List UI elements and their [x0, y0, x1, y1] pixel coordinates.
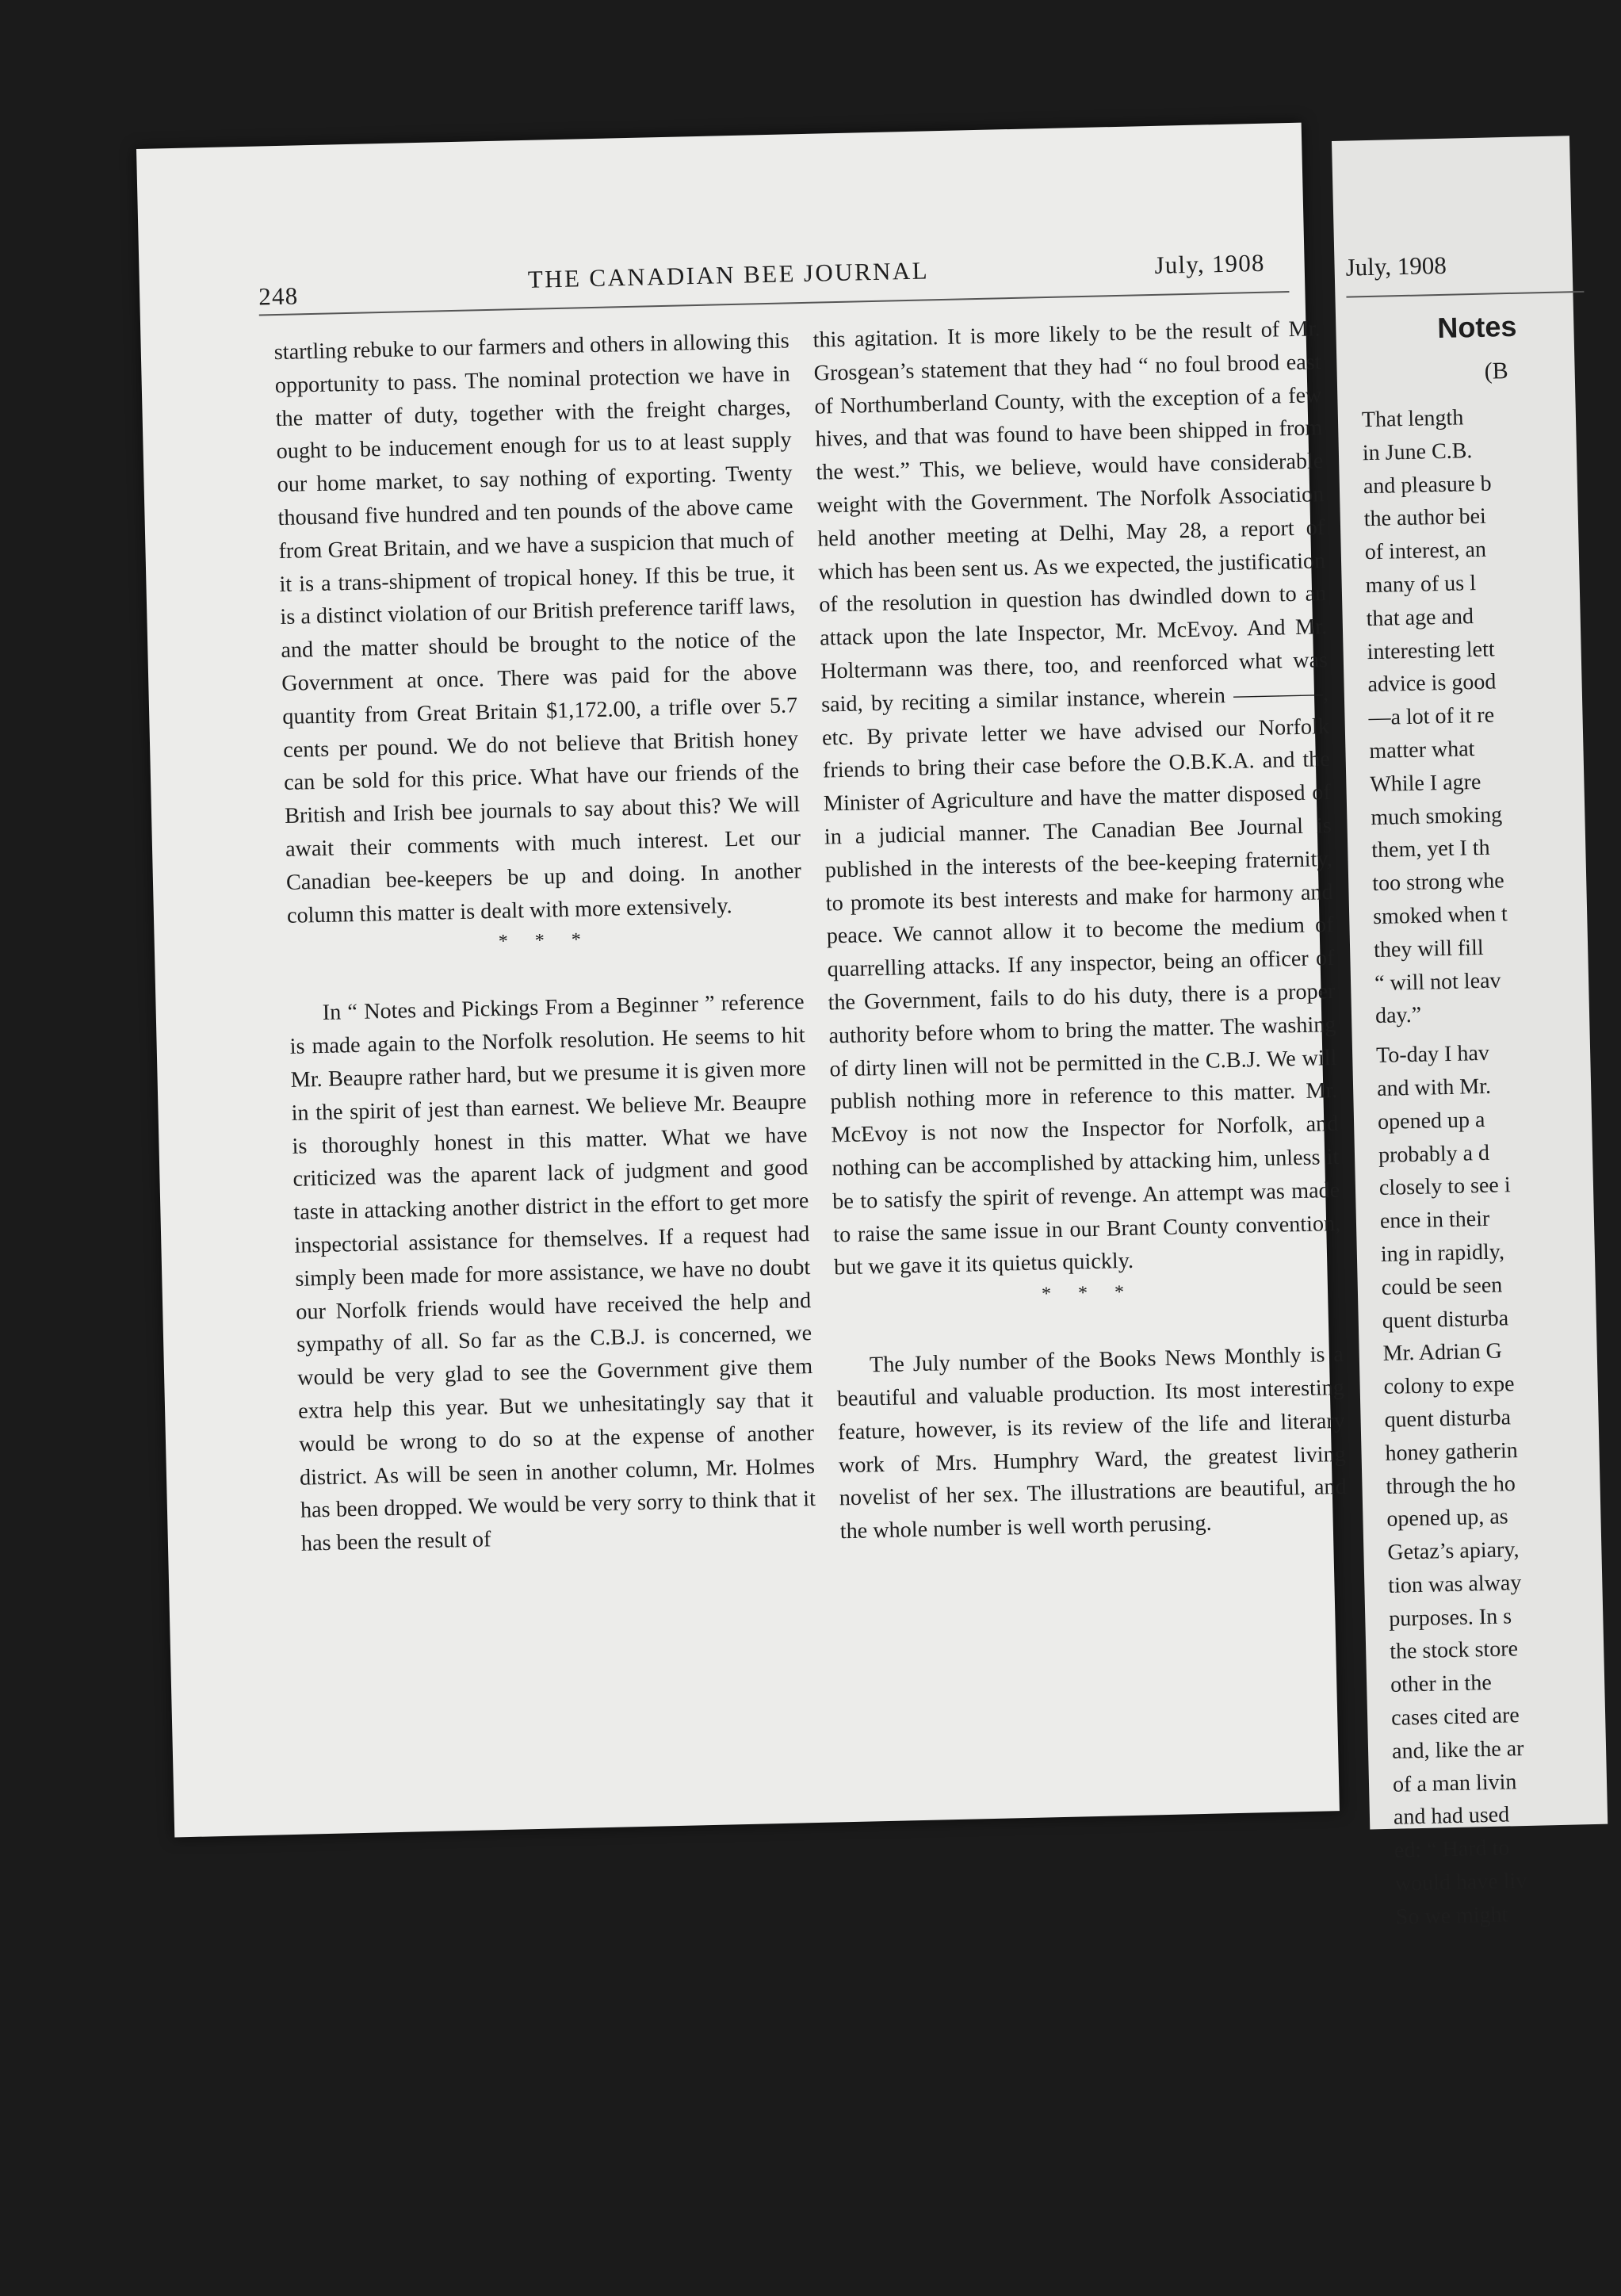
facing-page-line: While I agre: [1370, 769, 1481, 797]
facing-page-line: So we might: [1395, 1902, 1508, 1930]
issue-date: July, 1908: [1154, 248, 1266, 279]
facing-page-line: much smoking: [1371, 802, 1503, 830]
facing-page-line: closely to see i: [1378, 1173, 1511, 1201]
facing-page-line: matter what: [1369, 737, 1475, 764]
facing-page-line: That length: [1361, 405, 1464, 433]
right-paragraph-2: The July number of the Books News Monthly is a beautiful and valuable production. Its most interesting feature, however, is its review of the life and literary work of Mrs. Humphry Ward, the greatest living novelist of her sex. The illustrations are beautiful, and the whole number is well worth perusing.: [836, 1341, 1348, 1544]
facing-page-line: too strong whe: [1371, 868, 1505, 897]
facing-page-line: ed: “ Hard to: [1394, 1835, 1510, 1864]
facing-page: [1332, 136, 1608, 1930]
left-column: [273, 324, 816, 1560]
facing-page-line: of interest, an: [1364, 537, 1487, 565]
facing-page-line: purposes. In s: [1388, 1604, 1512, 1632]
facing-page-line: Mr. Adrian G: [1382, 1338, 1503, 1367]
right-paragraph-1: this agitation. It is more likely to be the result of Mr. Grosgean’s statement that they had “ no foul brood east of Northumberland County, with the exception of a few hives, and that was found to have been shipped in from the west.” This, we believe, would have considerable weight with the Government. The Norfolk Association held another meeting at Delhi, May 28, a report of which has been sent us. As we expected, the justification of the resolution in question has dwindled down to an attack upon the late Inspector, Mr. McEvoy. And Mr. Holtermann was there, too, and reenforced what was said, by reciting a similar instance, wherein ————, etc. By private letter we have advised our Norfolk friends to bring their case before the O.B.K.A. and the Minister of Agriculture and have the matter disposed of in a judicial manner. The Canadian Bee Journal is published in the interests of the bee-keeping fraternity, to promote its best interests and make for harmony and peace. We cannot allow it to become the medium of quarrelling attacks. If any inspector, being an officer of the Government, fails to do his duty, there is a proper authority before whom to bring the matter. The washing of dirty linen will not be permitted in the C.B.J. We will publish nothing more in reference to this matter. Mr. McEvoy is not now the Inspector for Norfolk, and nothing can be accomplished by attacking him, unless it be to satisfy the spirit of revenge. An attempt was made to raise the same issue in our Brant County convention, but we gave it its quietus quickly.: [812, 316, 1341, 1280]
facing-page-line: and pleasure b: [1363, 471, 1492, 499]
facing-page-line: “ will not leav: [1374, 967, 1501, 996]
facing-page-line: through the ho: [1386, 1471, 1516, 1499]
journal-page: [136, 123, 1348, 1838]
facing-page-line: many of us l: [1365, 571, 1477, 599]
facing-page-line: other in the: [1390, 1670, 1493, 1698]
section-separator: * * *: [498, 929, 593, 953]
facing-page-line: in June C.B.: [1362, 438, 1473, 466]
journal-title: THE CANADIAN BEE JOURNAL: [527, 256, 930, 293]
facing-page-line: they will fill: [1373, 935, 1484, 962]
facing-page-line: ence in their: [1379, 1206, 1490, 1234]
facing-page-line: To-day I hav: [1375, 1040, 1490, 1069]
facing-page-line: that age and: [1366, 603, 1474, 631]
facing-page-line: colony to expe: [1383, 1372, 1515, 1400]
facing-header-rule: [1346, 291, 1584, 298]
facing-page-line: probably a d: [1378, 1140, 1490, 1168]
running-header: [258, 248, 1298, 320]
facing-page-text: [1362, 399, 1603, 1934]
facing-page-line: opened up, as: [1386, 1504, 1508, 1533]
facing-page-line: opened up a: [1377, 1107, 1485, 1135]
facing-page-line: the author bei: [1363, 504, 1487, 532]
left-paragraph-1: startling rebuke to our farmers and others in allowing this opportunity to pass. The nominal protection we have in the matter of duty, together with the freight charges, ought to be inducement enough for us to at least supply our home market, to say nothing of exporting. Twenty thousand five hundred and ten pounds of the above came from Great Britain, and we have a suspicion that much of it is a trans-shipment of tropical honey. If this be true, it is a distinct violation of our British preference tariff laws, and the matter should be brought to the notice of the Government at once. There was paid for the above quantity from Great Britain $1,172.00, a trifle over 5.7 cents per pound. We do not believe that British honey can be sold for this price. What have our friends of the British and Irish bee journals to say about this? We will await their comments with much interest. Let our Canadian bee-keepers be up and doing. In another column this matter is dealt with more extensively.: [273, 328, 802, 928]
facing-page-line: and had used: [1393, 1802, 1510, 1831]
facing-page-line: quent disturba: [1382, 1305, 1509, 1334]
page-number: 248: [258, 281, 299, 311]
facing-page-line: Getaz’s apiary,: [1387, 1537, 1520, 1565]
facing-page-line: and, like the ar: [1391, 1735, 1524, 1764]
facing-page-line: interesting lett: [1367, 637, 1495, 664]
facing-page-line: could be seen: [1381, 1272, 1503, 1300]
facing-page-line: day.”: [1374, 1003, 1422, 1029]
facing-page-line: the stock store: [1389, 1636, 1519, 1665]
section-separator: * * *: [1041, 1281, 1136, 1305]
facing-page-line: tion was alway: [1388, 1570, 1522, 1598]
facing-page-line: quent disturba: [1384, 1405, 1512, 1433]
left-paragraph-2: In “ Notes and Pickings From a Beginner ” reference is made again to the Norfolk resolution. He seems to hit Mr. Beaupre rather hard, but we presume it is given more in the spirit of jest than earnest. We believe Mr. Beaupre is thoroughly honest in this matter. What we have criticized was the aparent lack of judgment and good taste in attacking another district in the effort to get more inspectorial assistance for themselves. If a request had simply been made for more assistance, we have no doubt our Norfolk friends would have received the help and sympathy of all. So far as the C.B.J. is concerned, we would be very glad to see the Government give them extra help this year. But we unhesitatingly say that it would be wrong to do so at the expense of another district. As will be seen in another column, Mr. Holmes has been dropped. We would be very sorry to think that it has been the result of: [289, 989, 816, 1556]
facing-page-line: them, yet I th: [1371, 836, 1490, 863]
facing-page-line: —a lot of it re: [1368, 702, 1495, 731]
facing-page-line: would have liv: [1394, 1869, 1527, 1896]
facing-page-date: July, 1908: [1345, 251, 1447, 281]
facing-page-line: cases cited are: [1390, 1703, 1520, 1731]
facing-page-line: smoked when t: [1372, 901, 1508, 930]
facing-page-subheading: (B: [1484, 358, 1509, 385]
facing-page-heading: Notes: [1436, 309, 1517, 345]
facing-page-line: ing in rapidly,: [1380, 1239, 1505, 1267]
facing-page-line: advice is good: [1367, 669, 1497, 698]
facing-page-line: honey gatherin: [1385, 1437, 1519, 1466]
right-column: [812, 312, 1348, 1548]
facing-page-line: of a man livin: [1392, 1769, 1517, 1797]
facing-page-line: and with Mr.: [1376, 1073, 1492, 1101]
